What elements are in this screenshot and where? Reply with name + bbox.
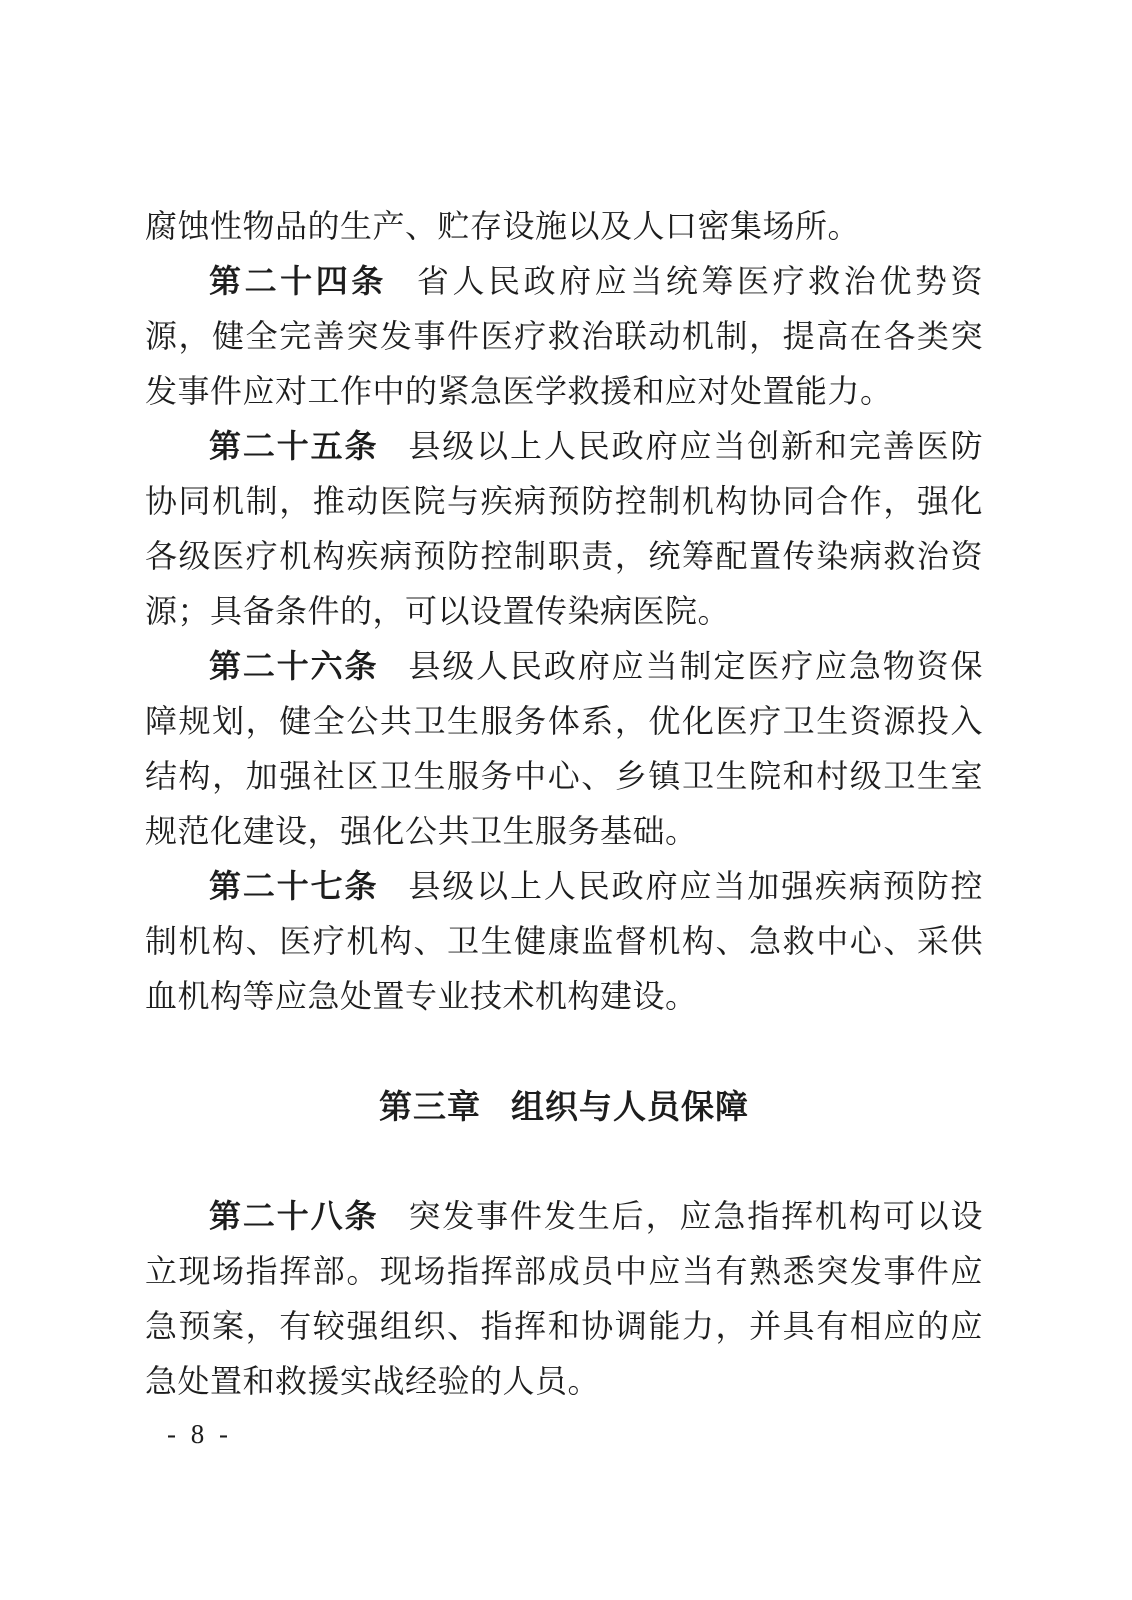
article-26-number: 第二十六条 <box>209 648 379 684</box>
article-28-text: 突发事件发生后，应急指挥机构可以设立现场指挥部。现场指挥部成员中应当有熟悉突发事件应急预案，有较强组织、指挥和协调能力，并具有相应的应急处置和救援实战经验的人员。 <box>145 1198 983 1399</box>
document-body <box>145 199 983 1409</box>
article-24 <box>145 254 983 419</box>
chapter-heading <box>145 1079 983 1134</box>
article-27-number: 第二十七条 <box>209 868 379 904</box>
page-number: - 8 - <box>167 1419 232 1449</box>
chapter-title: 组织与人员保障 <box>511 1088 749 1125</box>
article-27 <box>145 859 983 1024</box>
article-25-text: 县级以上人民政府应当创新和完善医防协同机制，推动医院与疾病预防控制机构协同合作，强化各级医疗机构疾病预防控制职责，统筹配置传染病救治资源；具备条件的，可以设置传染病医院。 <box>145 428 983 629</box>
article-26 <box>145 639 983 859</box>
article-27-text: 县级以上人民政府应当加强疾病预防控制机构、医疗机构、卫生健康监督机构、急救中心、采供血机构等应急处置专业技术机构建设。 <box>145 868 983 1014</box>
article-24-text: 省人民政府应当统筹医疗救治优势资源，健全完善突发事件医疗救治联动机制，提高在各类突发事件应对工作中的紧急医学救援和应对处置能力。 <box>145 263 983 409</box>
paragraph-continuation: 腐蚀性物品的生产、贮存设施以及人口密集场所。 <box>145 208 861 244</box>
article-28-number: 第二十八条 <box>209 1198 379 1234</box>
article-24-number: 第二十四条 <box>209 263 387 299</box>
chapter-number: 第三章 <box>379 1088 481 1125</box>
article-25-number: 第二十五条 <box>209 428 379 464</box>
article-28 <box>145 1189 983 1409</box>
article-26-text: 县级人民政府应当制定医疗应急物资保障规划，健全公共卫生服务体系，优化医疗卫生资源投入结构，加强社区卫生服务中心、乡镇卫生院和村级卫生室规范化建设，强化公共卫生服务基础。 <box>145 648 983 849</box>
article-25 <box>145 419 983 639</box>
